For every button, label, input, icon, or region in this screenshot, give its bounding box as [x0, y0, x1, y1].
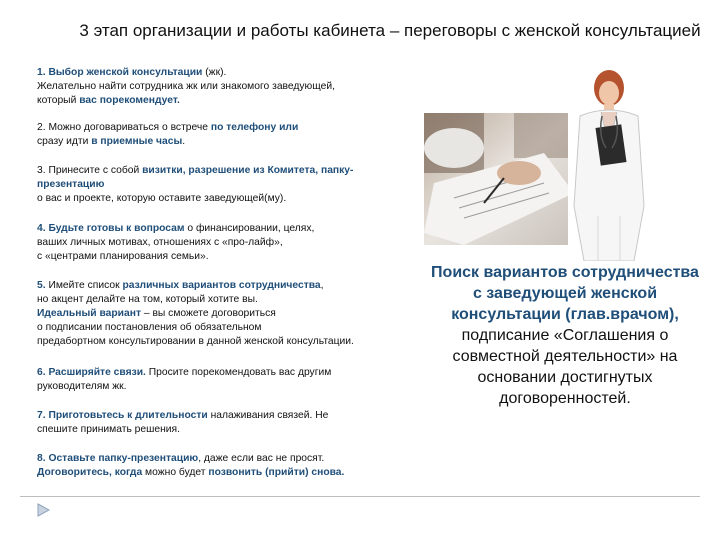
step-2-emphasis: в приемные часы	[91, 136, 183, 147]
side-summary-text: подписание «Соглашения о совместной деятельности» на основании достигнутых договоренностей.	[452, 327, 678, 407]
meeting-photo	[424, 113, 574, 245]
triangle-bullet-icon	[36, 503, 50, 517]
step-4	[37, 222, 422, 264]
step-4-emphasis: 4. Будьте готовы к вопросам	[37, 223, 185, 234]
step-1	[37, 66, 422, 108]
step-5-line: но акцент делайте на том, который хотите вы.	[37, 294, 258, 305]
step-1-line: который	[37, 95, 80, 106]
step-2	[37, 121, 422, 149]
step-1-number: 1.	[37, 67, 46, 78]
step-7-text: налаживания связей. Не	[207, 410, 329, 421]
step-3-line: о вас и проекте, которую оставите заведующей(му).	[37, 193, 287, 204]
step-3	[37, 164, 422, 206]
step-3-emphasis: презентацию	[37, 179, 105, 190]
step-1-lead: Выбор женской консультации	[45, 67, 203, 78]
side-summary-highlight: Поиск вариантов сотрудничества с заведующей женской консультации (глав.врачом),	[431, 264, 699, 323]
step-8	[37, 452, 422, 480]
step-5	[37, 279, 422, 349]
step-2-text: сразу идти	[37, 136, 92, 147]
doctor-photo	[568, 66, 650, 261]
step-8-emphasis: 8. Оставьте папку-презентацию	[37, 453, 199, 464]
step-7-line: спешите принимать решения.	[37, 424, 180, 435]
step-5-text: ,	[320, 280, 324, 291]
step-1-text: (жк).	[202, 67, 227, 78]
step-5-number: 5.	[37, 280, 46, 291]
step-2-text: .	[182, 136, 186, 147]
step-3-emphasis: визитки, разрешение из Комитета, папку-	[142, 165, 354, 176]
step-8-text: , даже если вас не просят.	[198, 453, 325, 464]
step-4-line: ваших личных мотивах, отношениях с «про-лайф»,	[37, 237, 283, 248]
step-2-emphasis: по телефону или	[210, 122, 299, 133]
step-7-emphasis: Приготовьтесь к длительности	[45, 410, 208, 421]
step-5-emphasis: Идеальный вариант	[37, 308, 141, 319]
step-6	[37, 366, 422, 394]
step-8-text: можно будет	[142, 467, 209, 478]
step-4-line: с «центрами планирования семьи».	[37, 251, 209, 262]
bottom-divider	[20, 496, 700, 497]
step-5-text: – вы сможете договориться	[141, 308, 276, 319]
step-5-line: о подписании постановления об обязательном	[37, 322, 262, 333]
step-3-text: 3. Принесите с собой	[37, 165, 143, 176]
step-5-emphasis: различных вариантов сотрудничества	[122, 280, 321, 291]
step-4-text: о финансировании, целях,	[184, 223, 315, 234]
step-5-text: Имейте список	[45, 280, 123, 291]
side-summary	[425, 262, 705, 409]
step-2-text: 2. Можно договариваться о встрече	[37, 122, 211, 133]
step-6-emphasis: 6. Расширяйте связи.	[37, 367, 146, 378]
step-7-number: 7.	[37, 410, 46, 421]
step-8-emphasis: Договоритесь, когда	[37, 467, 143, 478]
step-5-line: предабортном консультировании в данной женской консультации.	[37, 336, 354, 347]
step-1-emphasis: вас порекомендует.	[79, 95, 180, 106]
step-7	[37, 409, 422, 437]
step-6-text: Просите порекомендовать вас другим	[145, 367, 332, 378]
step-6-line: руководителям жк.	[37, 381, 127, 392]
slide-title: 3 этап организации и работы кабинета – переговоры с женской консультацией	[79, 21, 701, 40]
step-8-emphasis: позвонить (прийти) снова.	[208, 467, 345, 478]
step-1-line: Желательно найти сотрудника жк или знакомого заведующей,	[37, 81, 335, 92]
